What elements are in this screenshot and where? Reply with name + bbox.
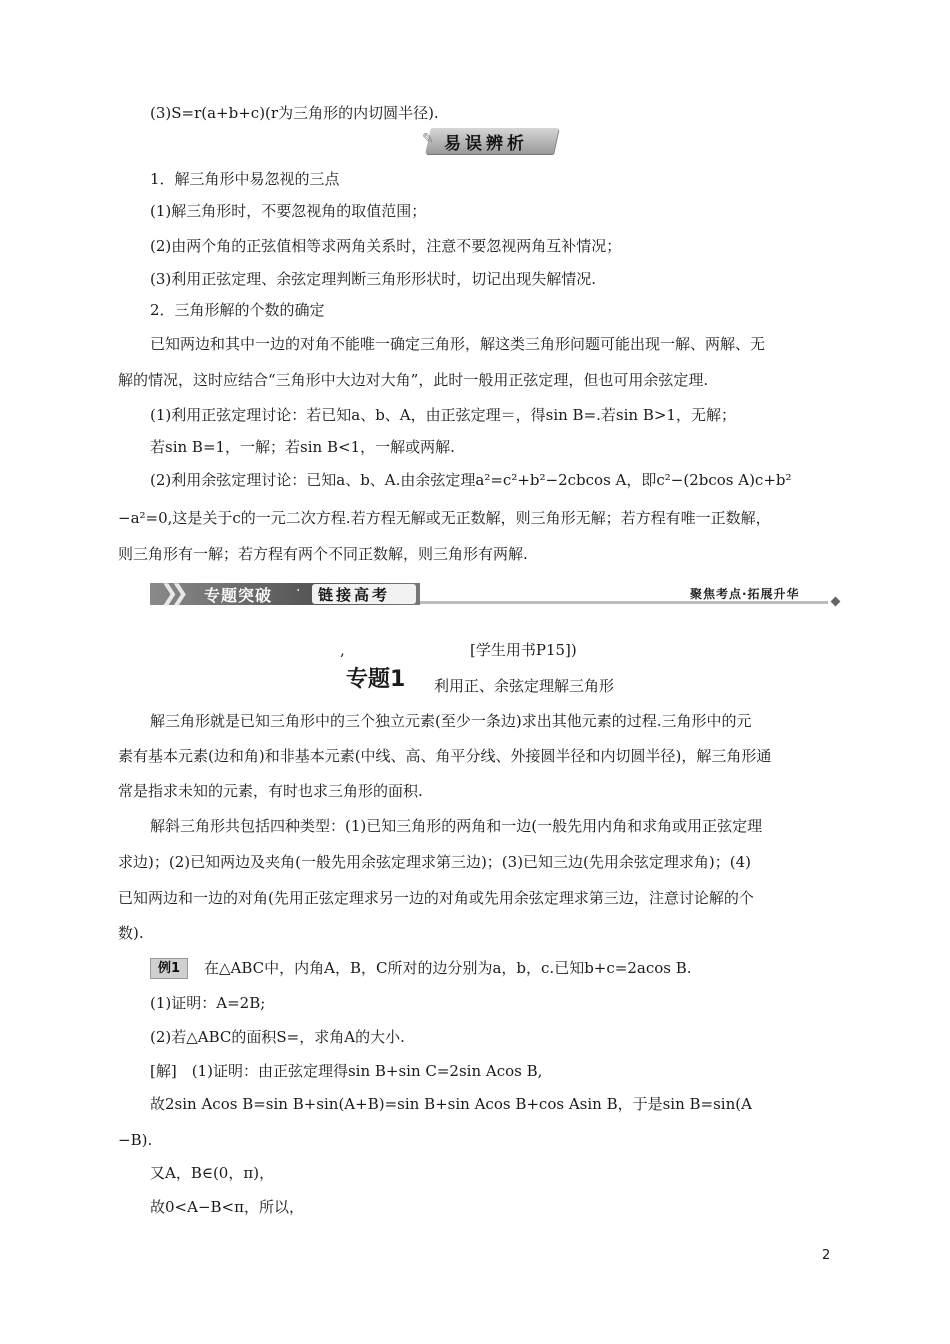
yiwu-heading-2: 2．三角形解的个数的确定 bbox=[150, 301, 325, 319]
solution-line: −B). bbox=[118, 1131, 153, 1149]
body-para: 解斜三角形共包括四种类型：(1)已知三角形的两角和一边(一般先用内角和求角或用正弦定理 bbox=[150, 817, 763, 835]
example-question: (1)证明：A=2B; bbox=[150, 994, 266, 1012]
topic-name: 利用正、余弦定理解三角形 bbox=[434, 677, 615, 695]
yiwu-para: (3)利用正弦定理、余弦定理判断三角形形状时，切记出现失解情况. bbox=[150, 270, 597, 288]
book-reference: [学生用书P15]) bbox=[470, 641, 577, 659]
solution-line: [解] (1)证明：由正弦定理得sin B+sin C=2sin Acos B, bbox=[150, 1062, 543, 1080]
example-badge: 例1 bbox=[150, 958, 188, 979]
double-chevron-icon: ❯❯ bbox=[160, 581, 181, 606]
yiwu-para: −a²=0,这是关于c的一元二次方程.若方程无解或无正数解，则三角形无解；若方程有唯一正数解， bbox=[118, 509, 771, 527]
yiwu-para: 解的情况，这时应结合“三角形中大边对大角”，此时一般用正弦定理，但也可用余弦定理. bbox=[118, 371, 709, 389]
body-para: 素有基本元素(边和角)和非基本元素(中线、高、角平分线、外接圆半径和内切圆半径)，解三角形通 bbox=[118, 747, 772, 765]
yiwu-para: 已知两边和其中一边的对角不能唯一确定三角形，解这类三角形问题可能出现一解、两解、无 bbox=[150, 335, 766, 353]
yiwu-heading-1: 1．解三角形中易忽视的三点 bbox=[150, 170, 340, 188]
banner-subtitle: 链接高考 bbox=[318, 586, 391, 604]
solution-line: 又A，B∈(0，π)， bbox=[150, 1164, 275, 1182]
solution-line: 故0<A−B<π，所以， bbox=[150, 1198, 304, 1216]
body-para: 已知两边和一边的对角(先用正弦定理求另一边的对角或先用余弦定理求第三边，注意讨论解的个 bbox=[118, 889, 754, 907]
page-number: 2 bbox=[822, 1248, 831, 1263]
topic-label: 专题1 bbox=[346, 667, 406, 692]
yiwu-para: (1)利用正弦定理讨论：若已知a、b、A，由正弦定理＝，得sin B=.若sin B>1，无解； bbox=[150, 406, 736, 424]
banner-tagline: 聚焦考点·拓展升华 bbox=[690, 587, 800, 601]
intro-line: (3)S=r(a+b+c)(r为三角形的内切圆半径). bbox=[150, 104, 439, 122]
diamond-icon bbox=[831, 597, 841, 607]
yiwu-para: 若sin B=1，一解；若sin B<1，一解或两解. bbox=[150, 438, 455, 456]
section-title: 易误辨析 bbox=[444, 134, 528, 154]
solution-line: 故2sin Acos B=sin B+sin(A+B)=sin B+sin Acos B+cos Asin B，于是sin B=sin(A bbox=[150, 1095, 752, 1113]
banner-title: 专题突破 bbox=[204, 586, 273, 605]
yiwu-para: (2)利用余弦定理讨论：已知a、b、A.由余弦定理a²=c²+b²−2cbcos A，即c²−(2bcos A)c+b² bbox=[150, 471, 792, 489]
yiwu-para: (2)由两个角的正弦值相等求两角关系时，注意不要忽视两角互补情况； bbox=[150, 237, 622, 255]
body-para: 常是指求未知的元素，有时也求三角形的面积. bbox=[118, 782, 423, 800]
body-para: 求边)；(2)已知两边及夹角(一般先用余弦定理求第三边)；(3)已知三边(先用余弦定理求角)；(4) bbox=[118, 853, 752, 871]
ref-comma: , bbox=[340, 641, 345, 659]
pen-icon: ✎ bbox=[422, 131, 434, 147]
body-para: 解三角形就是已知三角形中的三个独立元素(至少一条边)求出其他元素的过程.三角形中的元 bbox=[150, 712, 752, 730]
yiwu-para: (1)解三角形时，不要忽视角的取值范围； bbox=[150, 202, 427, 220]
yiwu-para: 则三角形有一解；若方程有两个不同正数解，则三角形有两解. bbox=[118, 545, 528, 563]
example-stem: 在△ABC中，内角A，B，C所对的边分别为a，b，c.已知b+c=2acos B. bbox=[204, 959, 692, 977]
banner-separator: · bbox=[296, 583, 301, 599]
body-para: 数). bbox=[118, 924, 144, 942]
example-question: (2)若△ABC的面积S=，求角A的大小. bbox=[150, 1028, 405, 1046]
